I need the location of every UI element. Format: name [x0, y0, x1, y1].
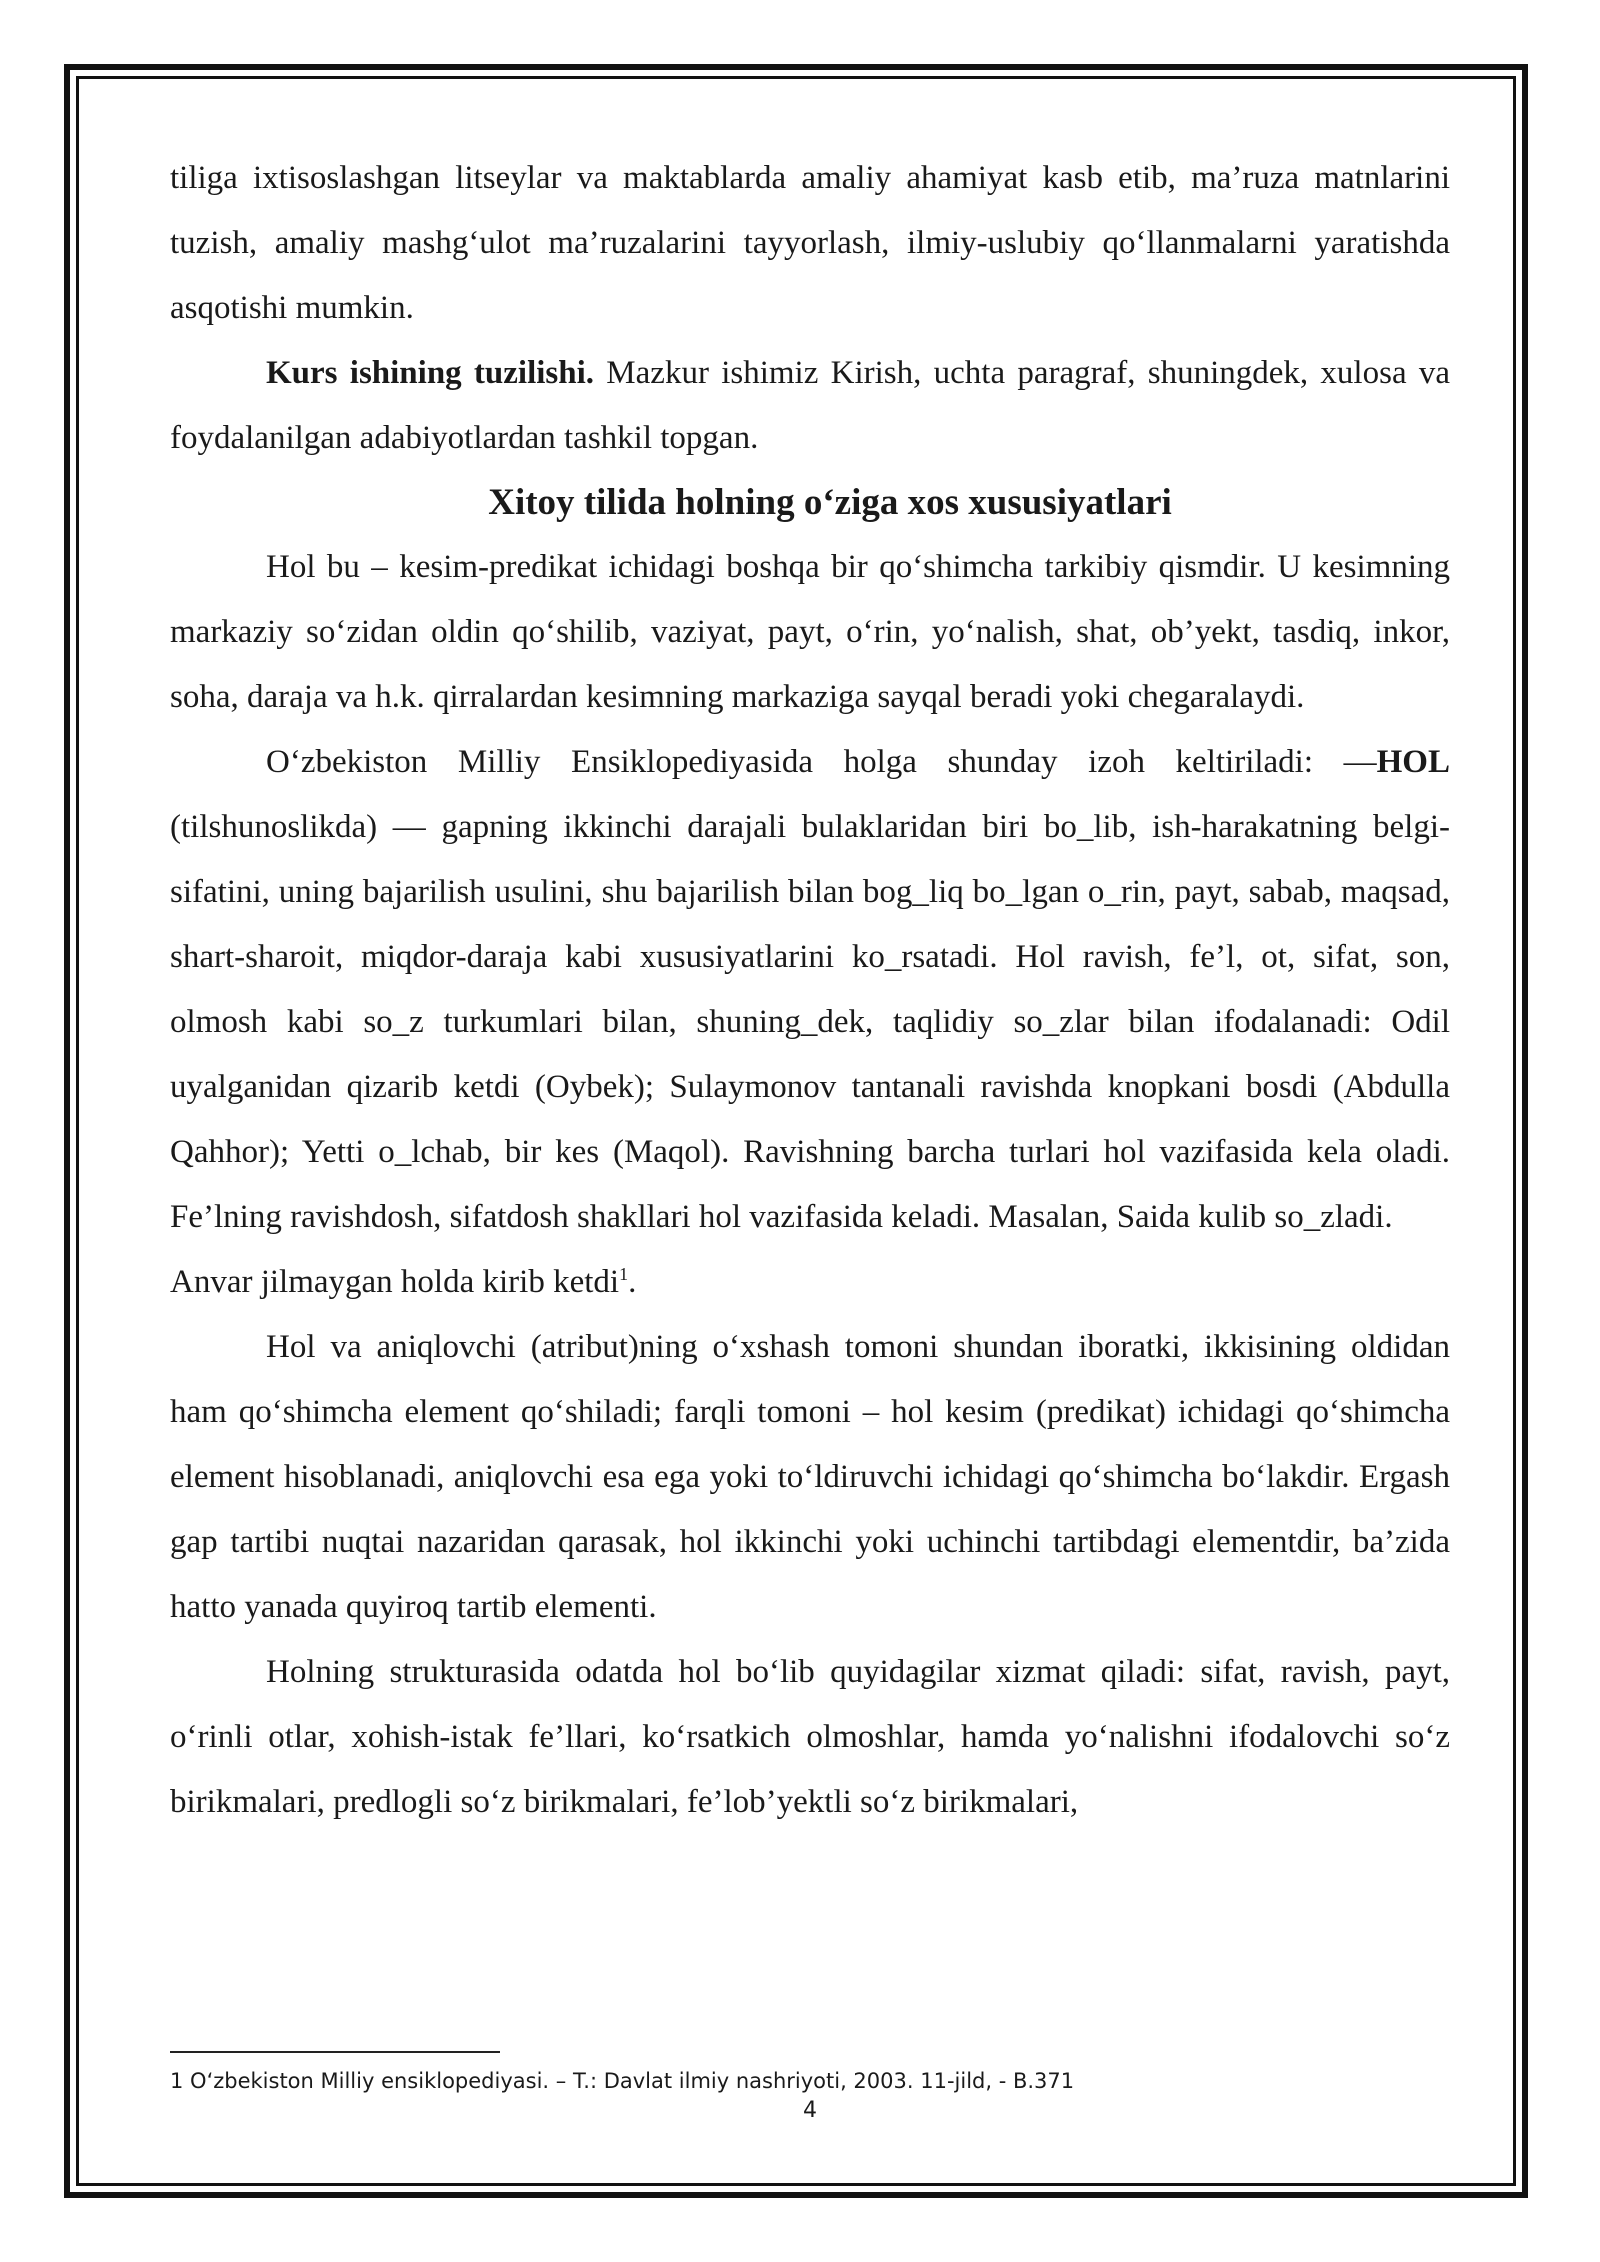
document-body [170, 146, 1450, 1835]
hol-term: HOL [1376, 744, 1450, 780]
paragraph-2 [170, 341, 1450, 471]
paragraph-3: Hol bu – kesim-predikat ichidagi boshqa bir qo‘shimcha tarkibiy qismdir. U kesimning markaziy so‘zidan oldin qo‘shilib, vaziyat, payt, o‘rin, yo‘nalish, shat, ob’yekt, tasdiq, inkor, soha, daraja va h.k. qirralardan kesimning markaziga sayqal beradi yoki chegaralaydi. [170, 549, 1450, 715]
footnote: 1 O‘zbekiston Milliy ensiklopediyasi. – T.: Davlat ilmiy nashriyoti, 2003. 11-jild, - B.371 [170, 2069, 1075, 2093]
example-end: . [628, 1264, 637, 1300]
paragraph-1: tiliga ixtisoslashgan litseylar va maktablarda amaliy ahamiyat kasb etib, ma’ruza matnlarini tuzish, amaliy mashg‘ulot ma’ruzalarini tayyorlash, ilmiy-uslubiy qo‘llanmalarni yaratishda asqotishi mumkin. [170, 160, 1450, 326]
structure-label: Kurs ishining tuzilishi. [266, 355, 595, 391]
footnote-reference[interactable]: 1 [619, 1264, 629, 1284]
paragraph-7: Holning strukturasida odatda hol bo‘lib quyidagilar xizmat qiladi: sifat, ravish, payt, o‘rinli otlar, xohish-istak fe’llari, ko‘rsatkich olmoshlar, hamda yo‘nalishni ifodalovchi so‘z birikmalari, predlogli so‘z birikmalari, fe’lob’yektli so‘z birikmalari, [170, 1654, 1450, 1820]
paragraph-4 [170, 730, 1450, 1250]
paragraph-5 [170, 1250, 1450, 1315]
page-number: 4 [803, 2098, 817, 2123]
paragraph-6: Hol va aniqlovchi (atribut)ning o‘xshash tomoni shundan iboratki, ikkisining oldidan ham qo‘shimcha element qo‘shiladi; farqli tomoni – hol kesim (predikat) ichidagi qo‘shimcha element hisoblanadi, aniqlovchi esa ega yoki to‘ldiruvchi ichidagi qo‘shimcha bo‘lakdir. Ergash gap tartibi nuqtai nazaridan qarasak, hol ikkinchi yoki uchinchi tartibdagi elementdir, ba’zida hatto yanada quyiroq tartib elementi. [170, 1329, 1450, 1625]
section-heading: Xitoy tilida holning o‘ziga xos xususiyatlari [488, 482, 1172, 523]
encyclopedia-intro: O‘zbekiston Milliy Ensiklopediyasida holga shunday izoh keltiriladi: — [266, 744, 1377, 780]
encyclopedia-quote: (tilshunoslikda) — gapning ikkinchi darajali bulaklaridan biri bo_lib, ish-harakatning belgi-sifatini, uning bajarilish usulini, shu bajarilish bilan bog_liq bo_lgan o_rin, payt, sabab, maqsad, shart-sharoit, miqdor-daraja kabi xususiyatlarini ko_rsatadi. Hol ravish, fe’l, ot, sifat, son, olmosh kabi so_z turkumlari bilan, shuning_dek, taqlidiy so_zlar bilan ifodalanadi: Odil uyalganidan qizarib ketdi (Oybek); Sulaymonov tantanali ravishda knopkani bosdi (Abdulla Qahhor); Yetti o_lchab, bir kes (Maqol). Ravishning barcha turlari hol vazifasida kela oladi. Fe’lning ravishdosh, sifatdosh shakllari hol vazifasida keladi. Masalan, Saida kulib so_zladi. [170, 809, 1450, 1235]
footnote-separator [170, 2051, 500, 2053]
structure-text: Mazkur ishimiz Kirish, uchta paragraf, shuningdek, xulosa va foydalanilgan adabiyotlardan tashkil topgan. [170, 355, 1450, 456]
example-sentence: Anvar jilmaygan holda kirib ketdi [170, 1264, 620, 1300]
